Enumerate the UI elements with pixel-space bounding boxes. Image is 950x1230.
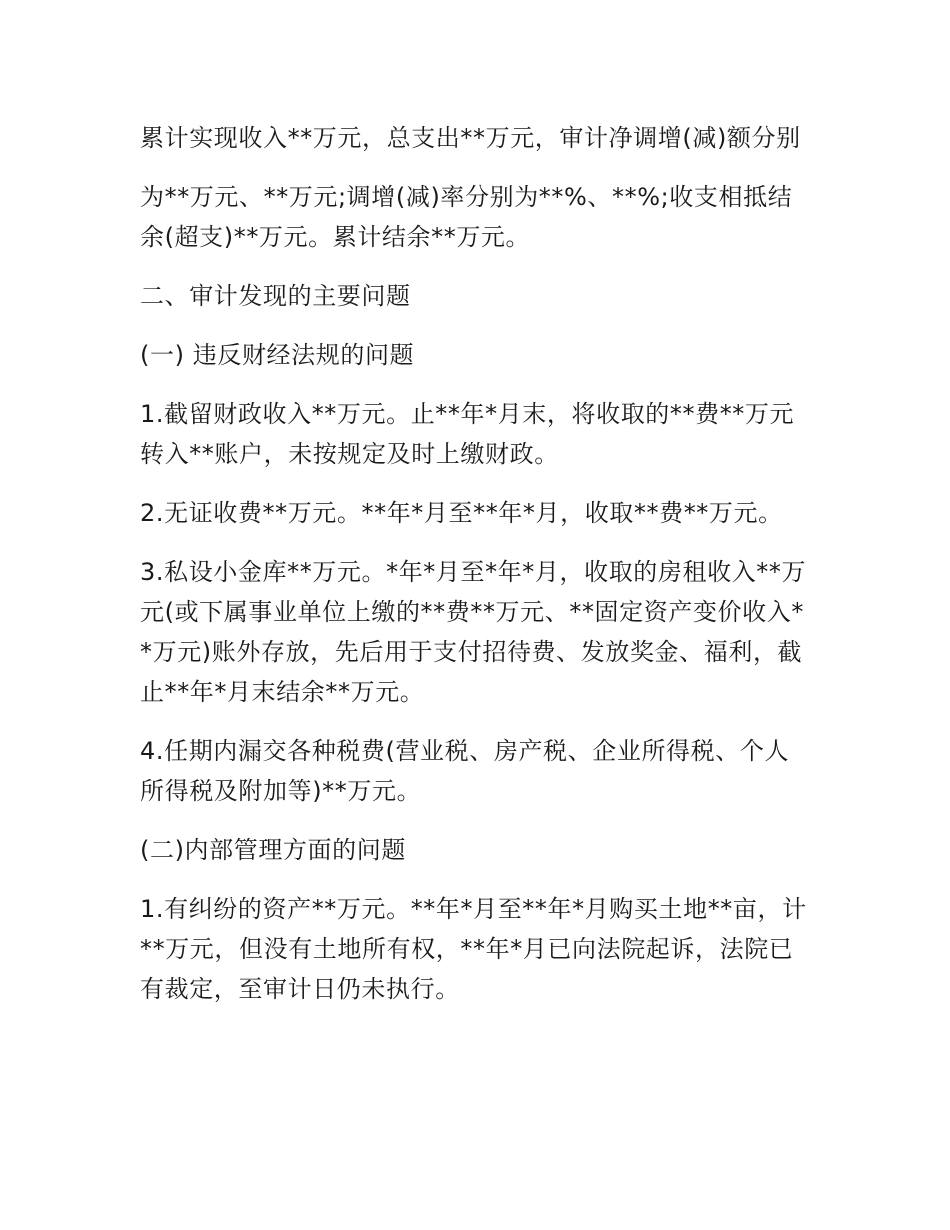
paragraph-item-1: 1.截留财政收入**万元。止**年*月末，将收取的**费**万元转入**账户，未按规定及时上缴财政。 xyxy=(140,400,795,468)
paragraph-management-item-1: 1.有纠纷的资产**万元。**年*月至**年*月购买土地**亩，计**万元，但没有土地所有权，**年*月已向法院起诉，法院已有裁定，至审计日仍未执行。 xyxy=(140,895,807,1003)
paragraph-summary-line-1: 累计实现收入**万元，总支出**万元，审计净调增(减)额分别 xyxy=(140,124,801,152)
section-heading-main-issues: 二、审计发现的主要问题 xyxy=(140,282,411,310)
subsection-heading-internal-management: (二)内部管理方面的问题 xyxy=(140,836,406,864)
paragraph-item-2: 2.无证收费**万元。**年*月至**年*月，收取**费**万元。 xyxy=(140,499,783,527)
document-body xyxy=(140,118,810,1028)
paragraph-item-4: 4.任期内漏交各种税费(营业税、房产税、企业所得税、个人所得税及附加等)**万元。 xyxy=(140,737,790,805)
paragraph-summary-line-2: 为**万元、**万元;调增(减)率分别为**%、**%;收支相抵结余(超支)**万元。累计结余**万元。 xyxy=(140,183,793,251)
subsection-heading-regulation-violations: (一) 违反财经法规的问题 xyxy=(140,341,415,369)
paragraph-item-3: 3.私设小金库**万元。*年*月至*年*月，收取的房租收入**万元(或下属事业单位上缴的**费**万元、**固定资产变价收入**万元)账外存放，先后用于支付招待费、发放奖金、福利，截止**年*月末结余**万元。 xyxy=(140,558,807,706)
